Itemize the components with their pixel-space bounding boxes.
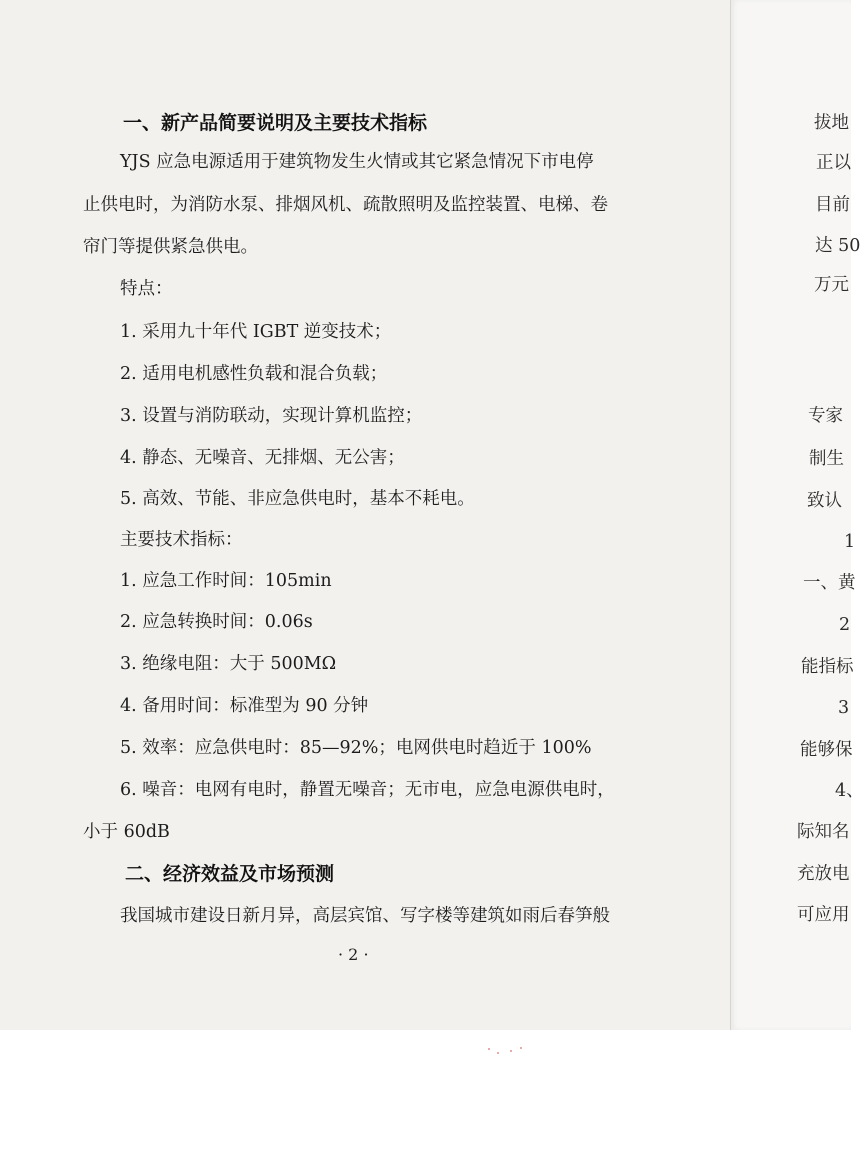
section-2-line: 我国城市建设日新月异，高层宾馆、写字楼等建筑如雨后春笋般 — [120, 906, 610, 926]
right-page-fragment: 2 — [839, 615, 851, 635]
right-page-fragment: 拔地 — [814, 113, 849, 133]
right-page-fragment: 专家 — [808, 406, 843, 426]
right-page-fragment: 目前 — [815, 195, 850, 215]
right-page-fragment: 制生 — [809, 449, 844, 469]
scan-bottom-margin — [0, 1030, 850, 1169]
adjacent-page — [730, 0, 864, 1030]
scan-speck — [497, 1052, 499, 1054]
intro-line: 帘门等提供紧急供电。 — [83, 237, 258, 257]
right-page-fragment: 致认 — [807, 491, 842, 511]
spec-item: 1. 应急工作时间：105min — [120, 571, 332, 591]
right-page-fragment: 能够保 — [800, 740, 853, 760]
right-page-fragment: 3 — [838, 698, 850, 718]
right-page-fragment: 可应用 — [797, 905, 850, 925]
right-page-fragment: 1 — [844, 532, 856, 552]
scan-speck — [520, 1047, 522, 1049]
intro-line: YJS 应急电源适用于建筑物发生火情或其它紧急情况下市电停 — [120, 152, 594, 172]
right-page-fragment: 充放电 — [797, 864, 850, 884]
spec-item-continuation: 小于 60dB — [83, 822, 170, 842]
spec-item: 3. 绝缘电阻：大于 500MΩ — [120, 654, 337, 674]
feature-item: 4. 静态、无噪音、无排烟、无公害； — [120, 448, 405, 468]
right-page-fragment: 正以 — [816, 153, 851, 173]
scan-speck — [488, 1048, 490, 1050]
feature-item: 1. 采用九十年代 IGBT 逆变技术； — [120, 322, 392, 342]
spec-item: 2. 应急转换时间：0.06s — [120, 612, 313, 632]
intro-line: 止供电时，为消防水泵、排烟风机、疏散照明及监控装置、电梯、卷 — [83, 195, 608, 215]
scan-speck — [510, 1050, 512, 1052]
right-page-fragment: 4、 — [835, 781, 864, 801]
right-page-fragment: 达 50 — [815, 236, 861, 256]
spec-item: 4. 备用时间：标准型为 90 分钟 — [120, 696, 369, 716]
section-2-heading: 二、经济效益及市场预测 — [125, 863, 335, 885]
page-number: · 2 · — [338, 945, 369, 964]
spec-item: 5. 效率：应急供电时：85—92%；电网供电时趋近于 100% — [120, 738, 592, 758]
features-label: 特点： — [120, 279, 173, 299]
right-page-fragment: 能指标 — [801, 657, 854, 677]
section-1-heading: 一、新产品简要说明及主要技术指标 — [123, 112, 428, 134]
feature-item: 5. 高效、节能、非应急供电时，基本不耗电。 — [120, 489, 475, 509]
spec-item: 6. 噪音：电网有电时，静置无噪音；无市电，应急电源供电时， — [120, 780, 615, 800]
right-page-fragment: 万元 — [814, 275, 849, 295]
specs-label: 主要技术指标： — [120, 530, 243, 550]
feature-item: 2. 适用电机感性负载和混合负载； — [120, 364, 388, 384]
right-page-fragment: 际知名 — [797, 822, 850, 842]
right-page-fragment: 一、黄 — [803, 573, 856, 593]
feature-item: 3. 设置与消防联动，实现计算机监控； — [120, 406, 423, 426]
